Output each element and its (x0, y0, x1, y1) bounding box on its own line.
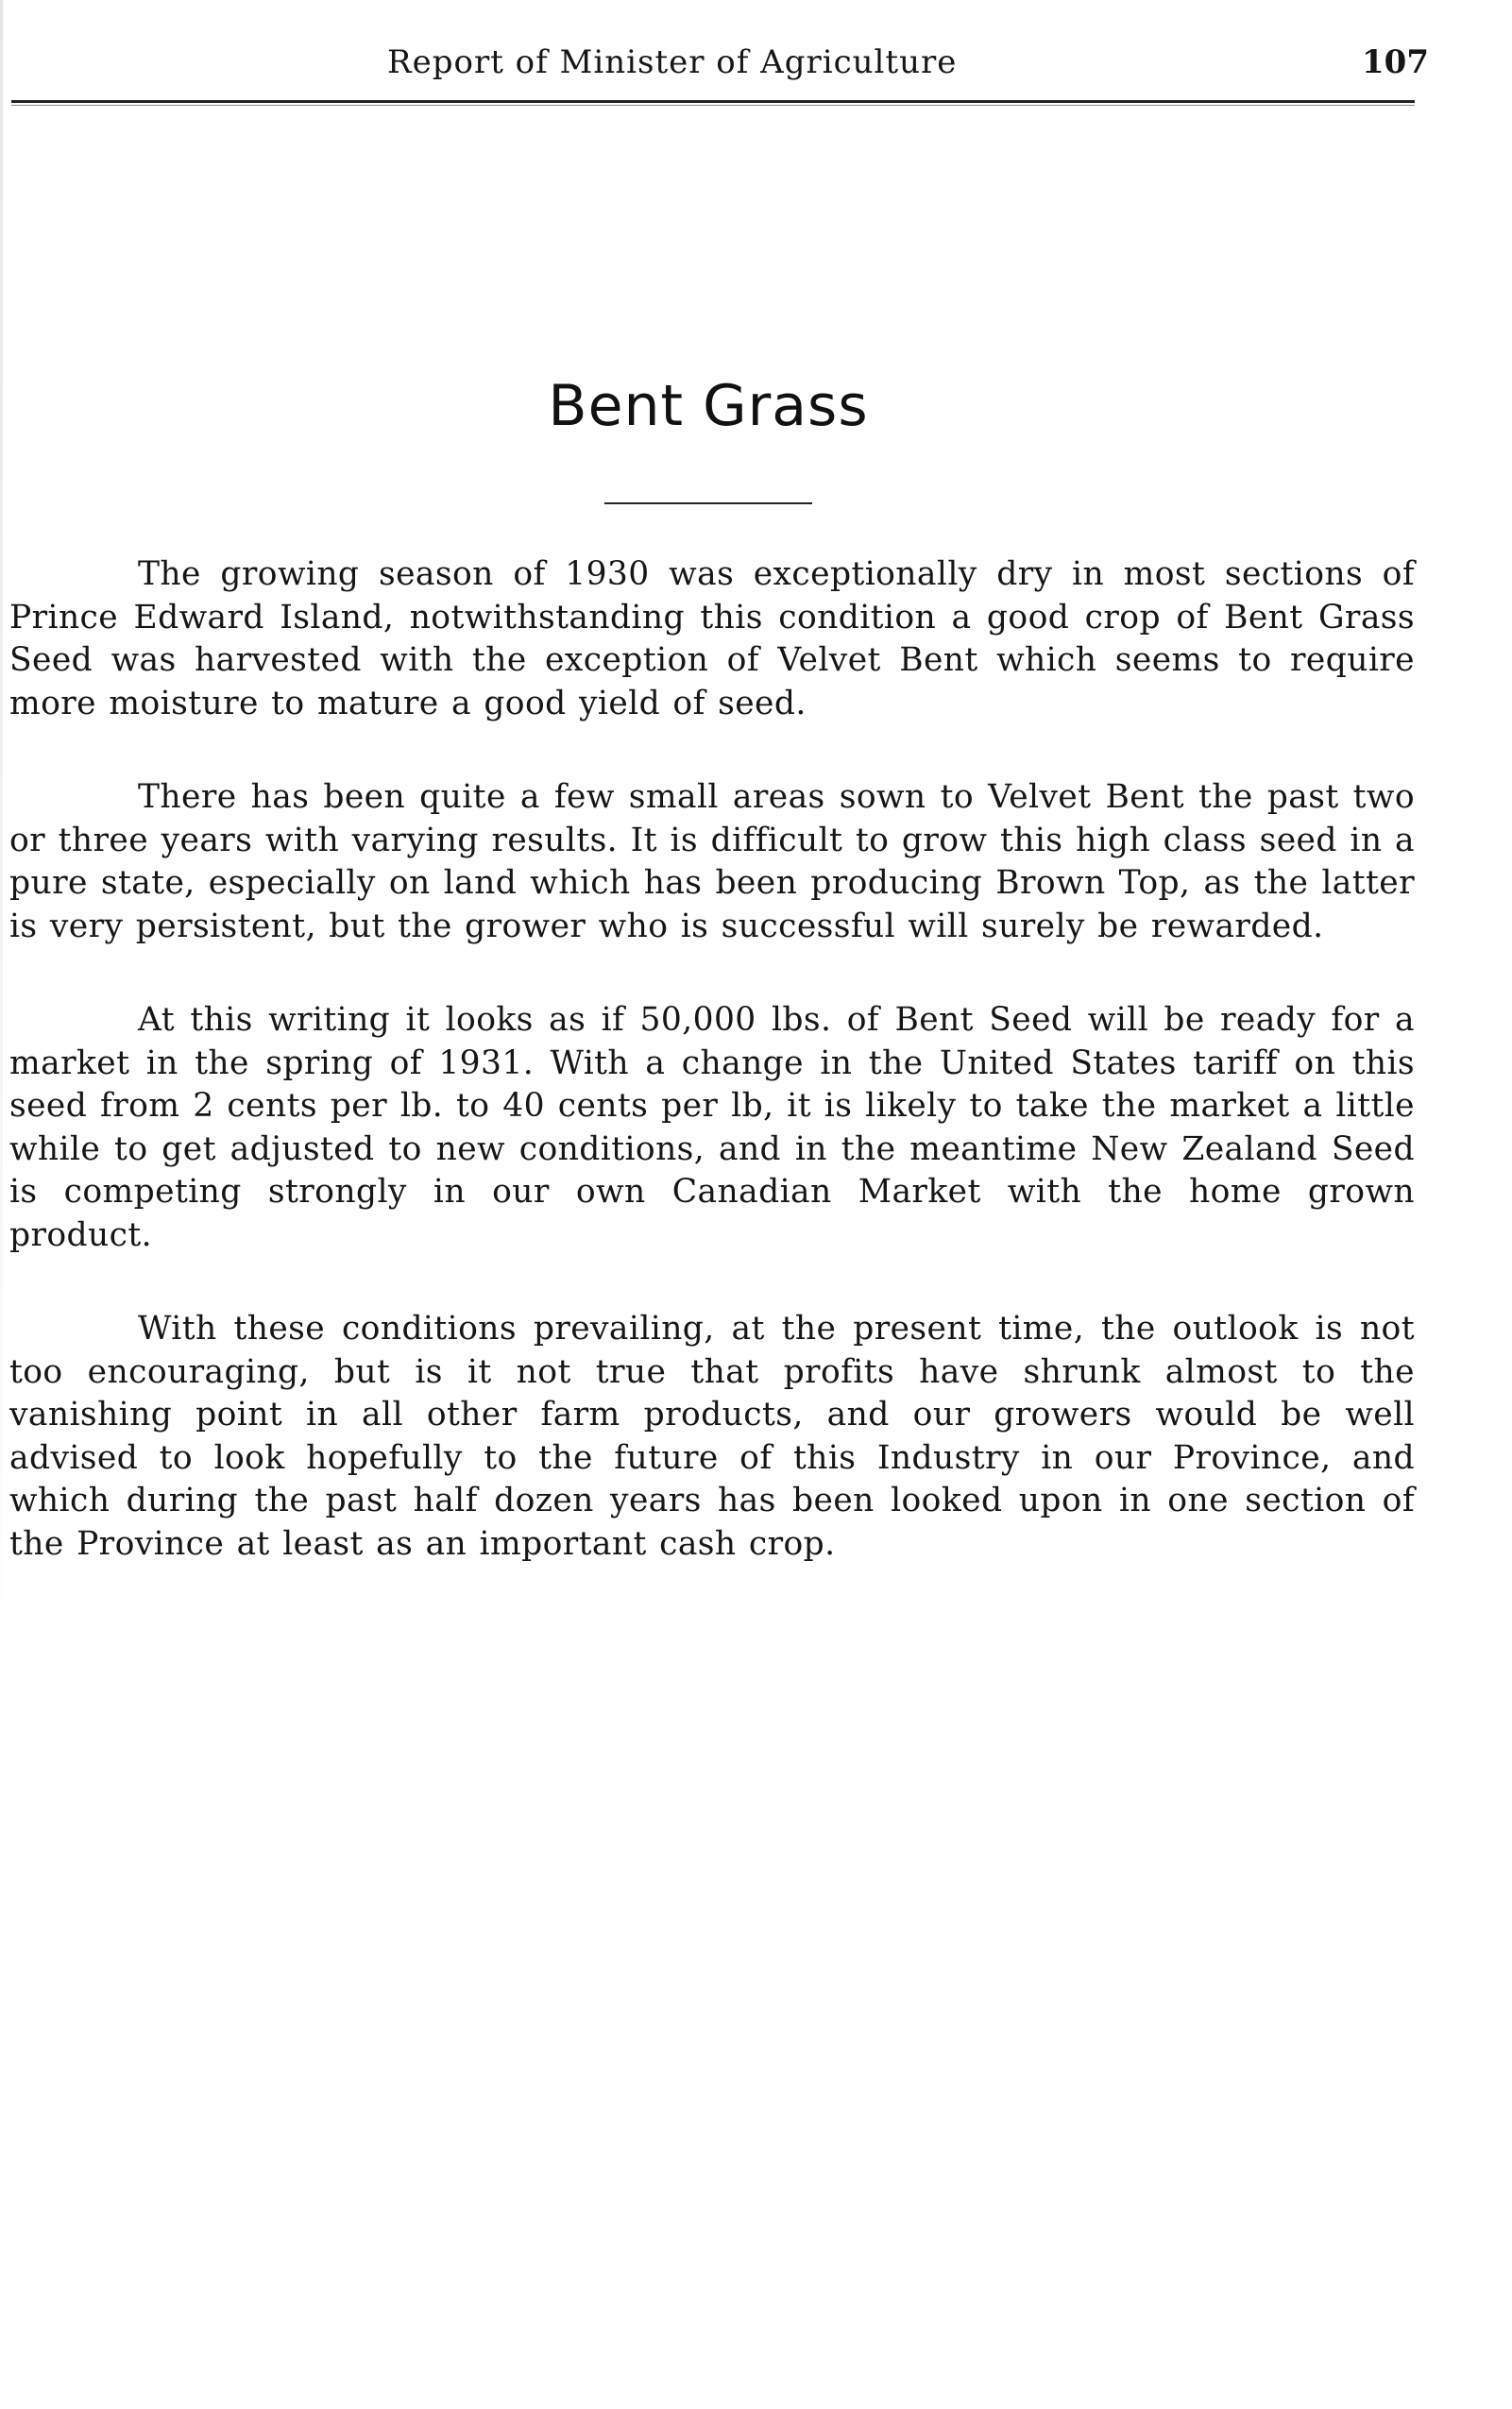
running-header-title: Report of Minister of Agriculture (387, 43, 958, 81)
header-rule-secondary (11, 105, 1415, 106)
paragraph: The growing season of 1930 was exceptionally dry in most sections of Prince Edward Island, notwithstanding this condition a good crop of Bent Grass Seed was harvested with the exception of Velvet Bent which seems to require more moisture to mature a good yield of seed. (9, 555, 1415, 722)
header-rule (11, 100, 1415, 103)
section-title: Bent Grass (548, 373, 869, 439)
paragraph: There has been quite a few small areas sown to Velvet Bent the past two or three years with varying results. It is difficult to grow this high class seed in a pure state, especially on land which has been producing Brown Top, as the latter is very persistent, but the grower who is successful will surely be rewarded. (9, 778, 1415, 945)
page-number: 107 (1362, 43, 1429, 81)
paragraph: With these conditions prevailing, at the present time, the outlook is not too encouraging, but is it not true that profits have shrunk almost to the vanishing point in all other farm products, and our growers would be well advised to look hopefully to the future of this Industry in our Province, and which during the past half dozen years has been looked upon in one section of the Province at least as an important cash crop. (9, 1310, 1415, 1563)
title-divider (604, 502, 812, 504)
paragraph: At this writing it looks as if 50,000 lbs. of Bent Seed will be ready for a market in the spring of 1931. With a change in the United States tariff on this seed from 2 cents per lb. to 40 cents per lb, it is likely to take the market a little while to get adjusted to new conditions, and in the meantime New Zealand Seed is competing strongly in our own Canadian Market with the home grown product. (9, 1001, 1415, 1254)
page-edge-shadow (0, 0, 3, 1690)
article-body (9, 553, 1415, 1617)
